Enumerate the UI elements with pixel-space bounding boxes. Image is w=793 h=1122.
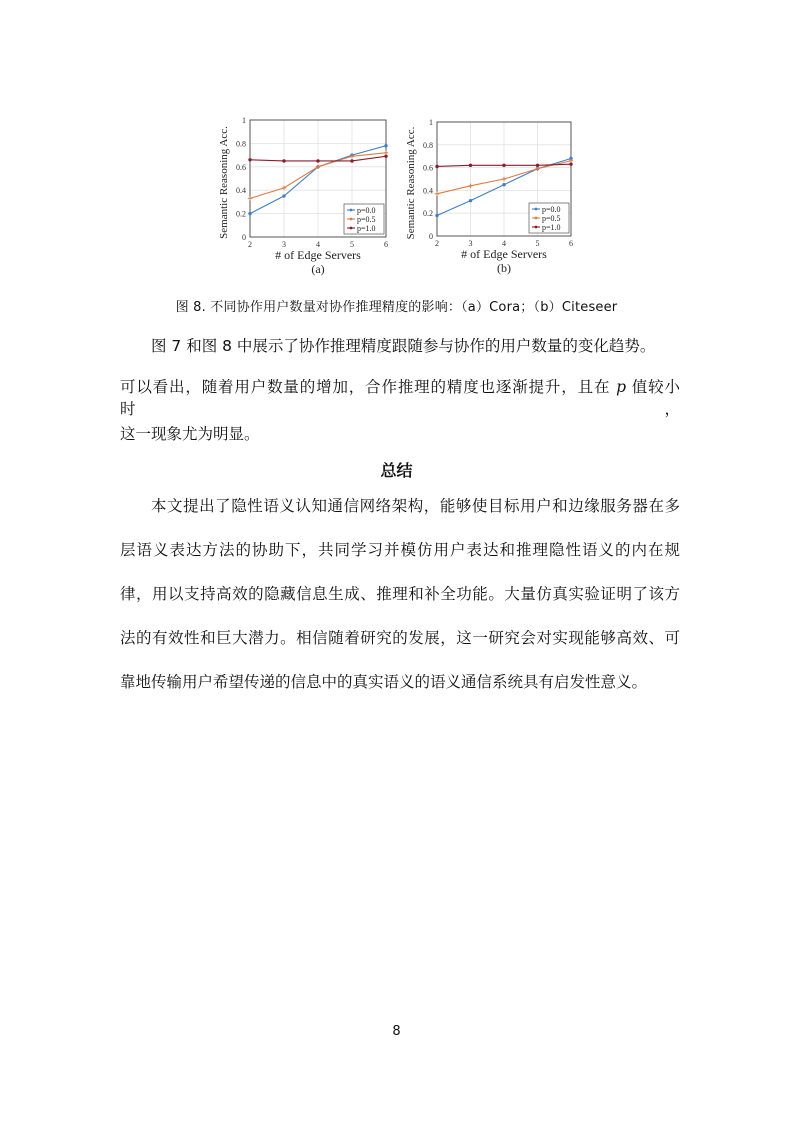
variable-p: p (616, 378, 627, 396)
data-point (536, 164, 539, 167)
x-tick-label: 2 (248, 240, 252, 249)
text-run: 可以看出，随着用户数量的增加，合作推理的精度也逐渐提升，且在 (120, 378, 611, 396)
data-point (469, 199, 472, 202)
x-tick-label: 6 (569, 239, 573, 248)
data-point (569, 162, 572, 165)
x-tick-label: 5 (350, 240, 354, 249)
figure-charts (205, 108, 595, 288)
data-point (435, 165, 438, 168)
data-point (435, 214, 438, 217)
data-point (435, 192, 439, 196)
panel-label: (a) (311, 262, 325, 276)
text-run: 值较小时， (120, 378, 680, 418)
data-point (502, 164, 505, 167)
legend-label: p=1.0 (542, 223, 561, 232)
paragraph-line: 图 7 和图 8 中展示了协作推理精度跟随参与协作的用户数量的变化趋势。 (151, 337, 656, 355)
x-tick-label: 5 (535, 239, 540, 248)
paragraph-line (120, 375, 680, 419)
y-tick-label: 1 (429, 118, 433, 127)
y-tick-label: 0.4 (423, 186, 433, 196)
chart-panel-b (405, 118, 573, 275)
x-axis-label: # of Edge Servers (275, 248, 361, 262)
y-tick-label: 0.2 (423, 209, 433, 219)
y-tick-label: 0 (429, 232, 433, 241)
figure-caption: 图 8. 不同协作用户数量对协作推理精度的影响：（a）Cora；（b）Citeseer (175, 300, 618, 315)
paragraph-line: 法的有效性和巨大潜力。相信随着研究的发展，这一研究会对实现能够高效、可 (120, 629, 680, 647)
legend-label: p=0.0 (357, 206, 376, 215)
data-point (468, 184, 472, 188)
x-tick-label: 4 (502, 239, 506, 248)
data-point (469, 164, 472, 167)
data-point (350, 159, 353, 162)
section-heading: 总结 (380, 461, 413, 480)
paragraph-line: 本文提出了隐性语义认知通信网络架构，能够使目标用户和边缘服务器在多 (151, 497, 680, 515)
data-point (384, 151, 388, 155)
data-point (282, 194, 285, 197)
page-number: 8 (392, 1024, 401, 1039)
legend-label: p=1.0 (357, 224, 376, 233)
x-tick-label: 3 (282, 240, 286, 249)
data-point (384, 144, 387, 147)
x-tick-label: 4 (316, 240, 320, 249)
data-point (248, 212, 251, 215)
y-tick-label: 0 (242, 233, 246, 242)
y-tick-label: 0.2 (236, 209, 246, 219)
data-point (316, 159, 319, 162)
legend-marker (350, 209, 353, 212)
legend (529, 203, 569, 233)
x-axis-label: # of Edge Servers (461, 247, 547, 261)
y-tick-label: 0.6 (423, 163, 433, 173)
data-point (502, 177, 506, 181)
y-tick-label: 0.8 (423, 140, 433, 150)
data-point (248, 196, 252, 200)
legend-label: p=0.0 (542, 205, 561, 214)
legend-marker (535, 208, 538, 211)
legend-marker (350, 227, 353, 230)
legend-label: p=0.5 (357, 215, 376, 224)
legend (344, 204, 384, 234)
data-point (248, 158, 251, 161)
chart-panel-a (218, 116, 388, 276)
x-tick-label: 3 (468, 239, 473, 248)
figure (205, 108, 595, 292)
legend-marker (535, 226, 538, 229)
paragraph-line: 律，用以支持高效的隐藏信息生成、推理和补全功能。大量仿真实验证明了该方 (120, 585, 680, 603)
panel-label: (b) (497, 261, 511, 275)
paragraph-line: 这一现象尤为明显。 (120, 425, 260, 443)
data-point (384, 155, 387, 158)
y-tick-label: 1 (242, 116, 246, 125)
data-point (282, 159, 285, 162)
y-axis-label: Semantic Reasoning Acc. (218, 126, 230, 239)
y-tick-label: 0.4 (236, 186, 246, 196)
y-tick-label: 0.6 (236, 162, 246, 172)
y-tick-label: 0.8 (236, 139, 246, 149)
data-point (502, 183, 505, 186)
legend-label: p=0.5 (542, 214, 561, 223)
y-axis-label: Semantic Reasoning Acc. (405, 126, 417, 240)
paragraph-line: 层语义表达方法的协助下，共同学习并模仿用户表达和推理隐性语义的内在规 (120, 541, 680, 559)
legend-marker (350, 218, 353, 221)
x-tick-label: 2 (435, 239, 439, 248)
paragraph-line: 靠地传输用户希望传递的信息中的真实语义的语义通信系统具有启发性意义。 (120, 673, 648, 691)
x-tick-label: 6 (384, 240, 388, 249)
legend-marker (535, 217, 538, 220)
